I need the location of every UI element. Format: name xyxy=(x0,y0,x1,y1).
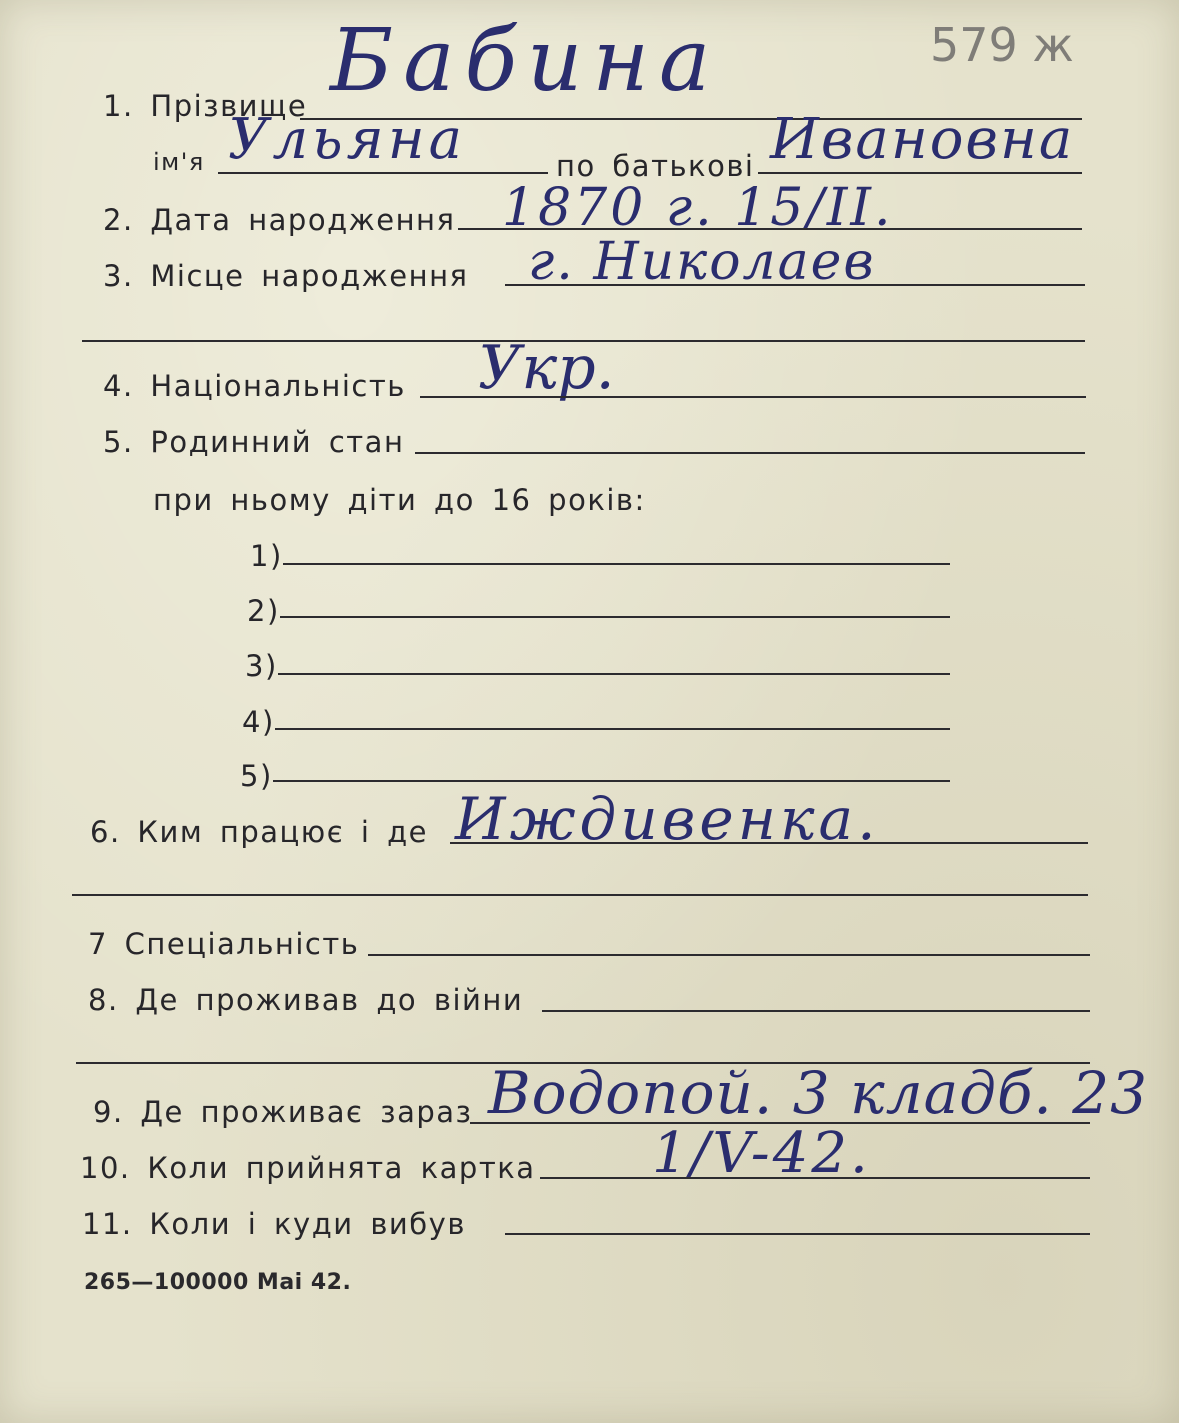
prewar-residence-line xyxy=(542,1010,1090,1012)
child-2-line xyxy=(280,616,950,618)
birth-place-line xyxy=(505,284,1085,286)
child-1-line xyxy=(283,563,950,565)
child-5-label: 5) xyxy=(240,759,273,793)
child-3-line xyxy=(278,673,950,675)
birth-date-line xyxy=(458,228,1082,230)
prewar-residence-label: 8. Де проживав до війни xyxy=(88,983,524,1017)
current-residence-value: Водопой. 3 кладб. 23 xyxy=(488,1059,1149,1127)
nationality-line xyxy=(420,396,1086,398)
family-status-label: 5. Родинний стан xyxy=(103,425,405,459)
patronymic-label: по батькові xyxy=(556,149,755,183)
occupation-line-2 xyxy=(72,894,1088,896)
current-residence-label: 9. Де проживає зараз xyxy=(93,1095,473,1129)
surname-label: 1. Прізвище xyxy=(103,89,308,123)
card-accepted-label: 10. Коли прийнята картка xyxy=(80,1151,536,1185)
child-1-label: 1) xyxy=(250,539,283,573)
nationality-label: 4. Національність xyxy=(103,369,406,403)
first-name-value: Ульяна xyxy=(228,107,466,172)
patronymic-line xyxy=(758,172,1082,174)
birth-place-value: г. Николаев xyxy=(528,232,876,292)
birth-date-label: 2. Дата народження xyxy=(103,203,456,237)
print-run-footer: 265—100000 Маі 42. xyxy=(84,1270,352,1295)
child-4-label: 4) xyxy=(242,705,275,739)
child-2-label: 2) xyxy=(247,594,280,628)
patronymic-value: Ивановна xyxy=(770,107,1075,172)
occupation-value: Иждивенка. xyxy=(455,785,880,853)
specialty-label: 7 Спеціальність xyxy=(88,927,360,961)
birth-place-label: 3. Місце народження xyxy=(103,259,469,293)
child-5-line xyxy=(273,780,950,782)
nationality-value: Укр. xyxy=(478,333,615,403)
name-line xyxy=(218,172,548,174)
birth-date-value: 1870 г. 15/II. xyxy=(502,178,894,238)
family-status-line xyxy=(415,452,1085,454)
card-accepted-line xyxy=(540,1177,1090,1179)
specialty-line xyxy=(368,954,1090,956)
card-number: 579 ж xyxy=(930,18,1074,72)
occupation-line xyxy=(450,842,1088,844)
card-accepted-value: 1/V-42. xyxy=(652,1121,871,1186)
departure-label: 11. Коли і куди вибув xyxy=(82,1207,466,1241)
surname-value: Бабина xyxy=(330,11,721,111)
child-4-line xyxy=(275,728,950,730)
departure-line xyxy=(505,1233,1090,1235)
children-label: при ньому діти до 16 років: xyxy=(153,483,646,517)
name-label: ім'я xyxy=(153,148,205,176)
child-3-label: 3) xyxy=(245,649,278,683)
occupation-label: 6. Ким працює і де xyxy=(90,815,429,849)
